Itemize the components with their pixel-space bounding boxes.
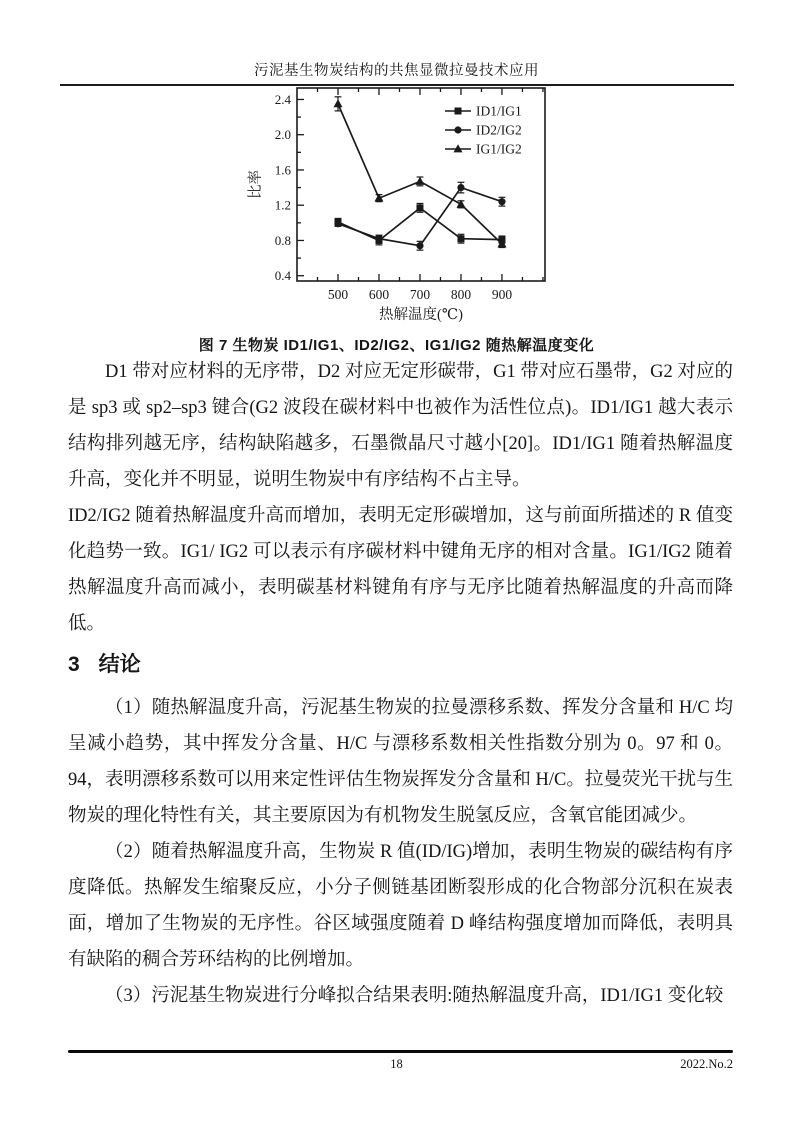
svg-text:600: 600 [368,287,390,302]
series-IG1-IG2 [333,97,506,248]
conclusion-item-3: （3）污泥基生物炭进行分峰拟合结果表明:随热解温度升高，ID1/IG1 变化较 [105,986,724,1006]
paragraph-id2-ig2: ID2/IG2 随着热解温度升高而增加，表明无定形碳增加，这与前面所描述的 R 值变化趋势一致。IG1/ IG2 可以表示有序碳材料中键角无序的相对含量。IG1/IG2 随着热解温度升高而减小，表明碳基材料键角有序与无序比随着热解温度的升高而降低。 [68,506,733,634]
x-axis [317,88,542,302]
y-axis-label: 比率 [248,170,264,199]
section-title: 结论 [98,653,141,676]
svg-text:0.4: 0.4 [274,268,291,284]
svg-text:500: 500 [327,287,349,302]
svg-text:ID2/IG2: ID2/IG2 [476,122,522,138]
body-text [68,354,733,1014]
svg-text:0.8: 0.8 [274,232,291,248]
svg-text:1.2: 1.2 [274,197,291,213]
section-number: 3 [68,653,80,676]
issue-label: 2022.No.2 [680,1057,733,1071]
conclusion-item-2: （2）随着热解温度升高，生物炭 R 值(ID/IG)增加，表明生物炭的碳结构有序度降低。热解发生缩聚反应，小分子侧链基团断裂形成的化合物部分沉积在炭表面，增加了生物炭的无序性。谷区域强度随着 D 峰结构强度增加而降低，表明具有缺陷的稠合芳环结构的比例增加。 [68,842,733,970]
svg-text:1.6: 1.6 [274,162,291,178]
svg-text:IG1/IG2: IG1/IG2 [476,141,522,157]
footer-rule [68,1050,733,1053]
paragraph-d-bands: D1 带对应材料的无序带，D2 对应无定形碳带，G1 带对应石墨带，G2 对应的是 sp3 或 sp2–sp3 键合(G2 波段在碳材料中也被作为活性位点)。ID1/IG1 越大表示结构排列越无序，结构缺陷越多，石墨微晶尺寸越小[20]。ID1/IG1 随着热解温度升高，变化并不明显，说明生物炭中有序结构不占主导。 [68,362,733,490]
svg-text:2.0: 2.0 [274,127,291,143]
svg-text:2.4: 2.4 [274,91,291,107]
x-axis-label: 热解温度(℃) [379,307,463,323]
series-ID2-IG2 [334,182,505,250]
y-axis [275,92,304,283]
page-number: 18 [390,1057,403,1071]
svg-text:700: 700 [409,287,431,302]
chart-svg [247,84,577,332]
svg-text:ID1/IG1: ID1/IG1 [476,103,522,119]
line-chart [247,84,577,334]
running-head: 污泥基生物炭结构的共焦显微拉曼技术应用 [254,63,539,79]
conclusion-item-1: （1）随热解温度升高，污泥基生物炭的拉曼漂移系数、挥发分含量和 H/C 均呈减小趋势，其中挥发分含量、H/C 与漂移系数相关性指数分别为 0。97 和 0。94，表明漂移系数可以用来定性评估生物炭挥发分含量和 H/C。拉曼荧光干扰与生物炭的理化特性有关，其主要原因为有机物发生脱氢反应，含氧官能团减少。 [68,698,733,826]
figure-caption: 图 7 生物炭 ID1/IG1、ID2/IG2、IG1/IG2 随热解温度变化 [198,337,595,354]
section-heading-conclusion [68,652,733,678]
series-ID1-IG1 [334,203,505,244]
svg-text:800: 800 [450,287,472,302]
legend [445,104,522,157]
svg-text:900: 900 [491,287,513,302]
